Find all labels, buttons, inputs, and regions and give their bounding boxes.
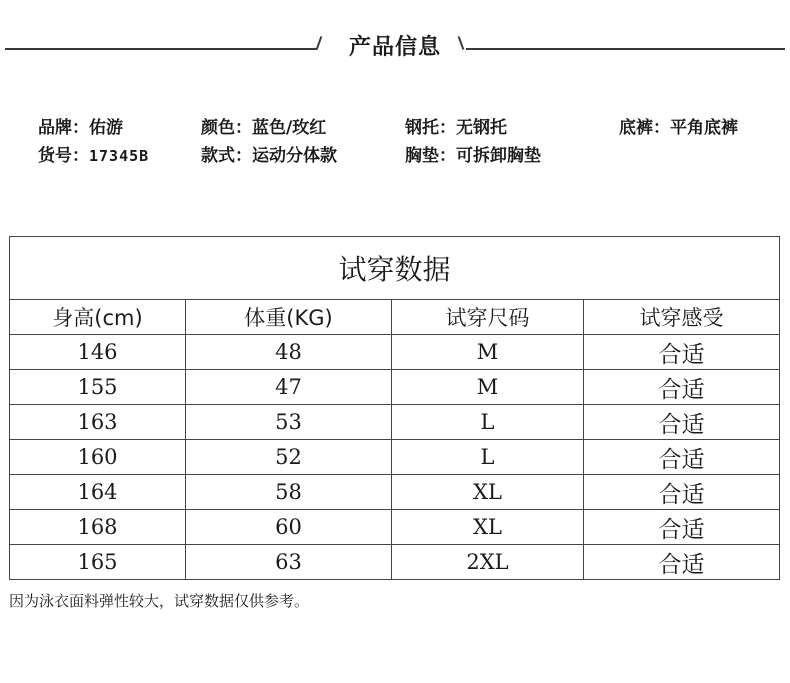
page-title: 产品信息 (348, 35, 441, 60)
cell-size: XL (392, 475, 584, 510)
table-row (10, 440, 780, 475)
info-color-value: 蓝色/玫红 (252, 118, 327, 138)
cell-feel: 合适 (584, 370, 780, 405)
cell-weight: 60 (186, 510, 392, 545)
cell-weight: 58 (186, 475, 392, 510)
cell-feel: 合适 (584, 440, 780, 475)
info-steel-label: 钢托： (405, 118, 456, 138)
info-color (201, 113, 326, 138)
cell-feel: 合适 (584, 335, 780, 370)
trial-data-table (9, 236, 780, 580)
info-pad (405, 141, 541, 166)
table-row (10, 475, 780, 510)
info-item-no-label: 货号： (38, 146, 89, 166)
table-row (10, 335, 780, 370)
table-caption: 试穿数据 (10, 237, 780, 300)
cell-height: 165 (10, 545, 186, 580)
cell-weight: 63 (186, 545, 392, 580)
cell-feel: 合适 (584, 545, 780, 580)
info-steel-value: 无钢托 (456, 118, 507, 138)
cell-weight: 47 (186, 370, 392, 405)
info-brand-label: 品牌： (38, 118, 89, 138)
table-row (10, 405, 780, 440)
cell-height: 168 (10, 510, 186, 545)
info-bottom (619, 113, 738, 138)
cell-size: M (392, 335, 584, 370)
cell-height: 146 (10, 335, 186, 370)
cell-height: 160 (10, 440, 186, 475)
cell-feel: 合适 (584, 405, 780, 440)
cell-height: 155 (10, 370, 186, 405)
table-row (10, 370, 780, 405)
cell-feel: 合适 (584, 475, 780, 510)
info-style-value: 运动分体款 (252, 146, 337, 166)
table-row (10, 545, 780, 580)
info-steel (405, 113, 507, 138)
info-style-label: 款式： (201, 146, 252, 166)
cell-size: L (392, 405, 584, 440)
info-item-no-value: 17345B (89, 147, 150, 165)
disclaimer-note: 因为泳衣面料弹性较大，试穿数据仅供参考。 (9, 592, 310, 610)
cell-size: L (392, 440, 584, 475)
info-bottom-label: 底裤： (619, 118, 670, 138)
header-height: 身高(cm) (10, 300, 186, 335)
header-feel: 试穿感受 (584, 300, 780, 335)
cell-height: 164 (10, 475, 186, 510)
info-style (201, 141, 337, 166)
header-size: 试穿尺码 (392, 300, 584, 335)
cell-size: M (392, 370, 584, 405)
info-pad-value: 可拆卸胸垫 (456, 146, 541, 166)
table-header-row (10, 300, 780, 335)
info-pad-label: 胸垫： (405, 146, 456, 166)
info-bottom-value: 平角底裤 (670, 118, 738, 138)
cell-weight: 53 (186, 405, 392, 440)
cell-feel: 合适 (584, 510, 780, 545)
cell-size: XL (392, 510, 584, 545)
cell-weight: 52 (186, 440, 392, 475)
info-color-label: 颜色： (201, 118, 252, 138)
cell-size: 2XL (392, 545, 584, 580)
info-item-no (38, 141, 149, 166)
info-brand (38, 113, 123, 138)
cell-height: 163 (10, 405, 186, 440)
header-weight: 体重(KG) (186, 300, 392, 335)
table-row (10, 510, 780, 545)
info-brand-value: 佑游 (89, 118, 123, 138)
cell-weight: 48 (186, 335, 392, 370)
header-line-right (466, 48, 785, 50)
